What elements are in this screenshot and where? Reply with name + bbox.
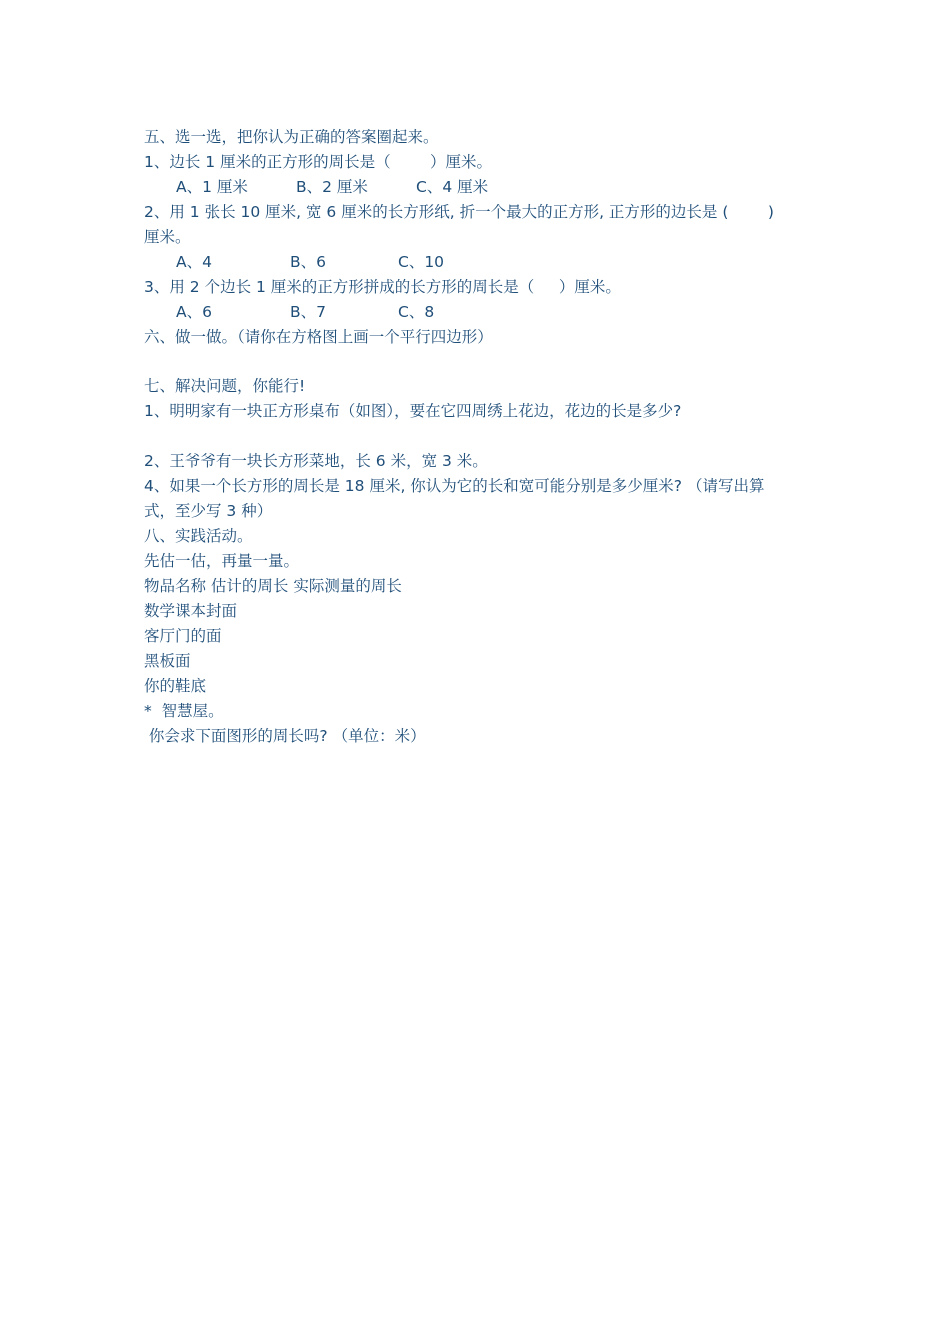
q5-2-option-b: B、6 bbox=[290, 253, 326, 271]
bonus-question: 你会求下面图形的周长吗? （单位：米） bbox=[144, 727, 426, 745]
question-7-2: 2、王爷爷有一块长方形菜地，长 6 米，宽 3 米。 bbox=[144, 452, 488, 470]
q5-1-option-b: B、2 厘米 bbox=[296, 178, 368, 196]
question-7-4-line-1: 4、如果一个长方形的周长是 18 厘米, 你认为它的长和宽可能分别是多少厘米? （请写出算 bbox=[144, 477, 765, 495]
table-header: 物品名称 估计的周长 实际测量的周长 bbox=[144, 577, 402, 595]
question-5-3: 3、用 2 个边长 1 厘米的正方形拼成的长方形的周长是（ ）厘米。 bbox=[144, 278, 621, 296]
table-row: 数学课本封面 bbox=[144, 602, 238, 620]
table-row: 你的鞋底 bbox=[144, 677, 207, 695]
q5-2-option-c: C、10 bbox=[398, 253, 445, 271]
q5-3-option-c: C、8 bbox=[398, 303, 435, 321]
section-8-intro: 先估一估，再量一量。 bbox=[144, 552, 300, 570]
q5-1-option-a: A、1 厘米 bbox=[176, 178, 248, 196]
q5-1-option-c: C、4 厘米 bbox=[416, 178, 489, 196]
question-7-1: 1、明明家有一块正方形桌布（如图），要在它四周绣上花边，花边的长是多少? bbox=[144, 402, 682, 420]
section-5-title: 五、选一选，把你认为正确的答案圈起来。 bbox=[144, 128, 439, 146]
table-row: 客厅门的面 bbox=[144, 627, 222, 645]
section-8-title: 八、实践活动。 bbox=[144, 527, 253, 545]
table-row: 黑板面 bbox=[144, 652, 191, 670]
question-5-2-line-1: 2、用 1 张长 10 厘米, 宽 6 厘米的长方形纸, 折一个最大的正方形, 正方形的边长是 ( ) bbox=[144, 203, 774, 221]
section-6-title: 六、做一做。（请你在方格图上画一个平行四边形） bbox=[144, 328, 493, 346]
q5-3-option-b: B、7 bbox=[290, 303, 326, 321]
q5-3-option-a: A、6 bbox=[176, 303, 212, 321]
question-5-2-line-2: 厘米。 bbox=[144, 228, 191, 246]
bonus-title: * 智慧屋。 bbox=[144, 702, 224, 720]
q5-2-option-a: A、4 bbox=[176, 253, 212, 271]
section-7-title: 七、解决问题，你能行! bbox=[144, 377, 306, 395]
question-5-1: 1、边长 1 厘米的正方形的周长是（ ）厘米。 bbox=[144, 153, 492, 171]
question-7-4-line-2: 式，至少写 3 种） bbox=[144, 502, 273, 520]
